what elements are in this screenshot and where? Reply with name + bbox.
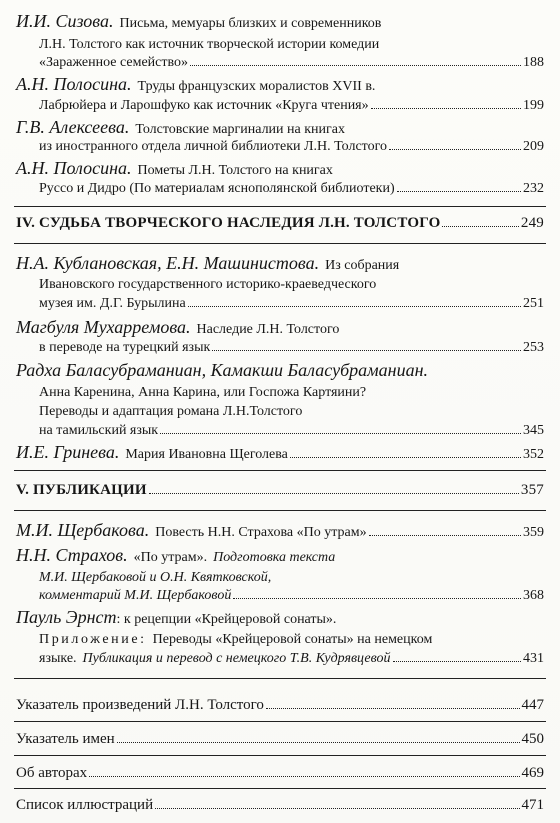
toc-entry-line (39, 277, 544, 293)
page-number: 450 (521, 731, 544, 747)
entry-note: М.И. Щербаковой и О.Н. Квятковской, (39, 570, 272, 585)
dot-leader (233, 598, 521, 599)
section-divider (14, 206, 546, 207)
toc-entry-line (39, 55, 544, 71)
toc-entry-line (39, 423, 544, 439)
page-number: 447 (521, 697, 544, 713)
toc-entry-line (16, 253, 544, 276)
index-title: Указатель произведений Л.Н. Толстого (16, 697, 264, 713)
toc-entry-line (39, 404, 544, 420)
dot-leader (393, 661, 521, 662)
entry-title: на тамильский язык (39, 423, 159, 438)
toc-entry-line (39, 181, 544, 197)
dot-leader (397, 191, 521, 192)
entry-author: А.Н. Полосина. (16, 74, 132, 94)
section-divider (14, 678, 546, 679)
entry-title: «Зараженное семейство» (39, 55, 189, 70)
dot-leader (117, 742, 520, 743)
index-entry (16, 765, 544, 781)
page-number: 368 (523, 588, 544, 603)
entry-title: Письма, мемуары близких и современников (119, 16, 382, 31)
entry-title: Наследие Л.Н. Толстого (196, 322, 340, 337)
dot-leader (442, 226, 518, 227)
entry-title: языке. (39, 651, 77, 666)
index-entry (16, 697, 544, 713)
page-number: 352 (523, 447, 544, 462)
entry-title: Руссо и Дидро (По материалам яснополянской библиотеки) (39, 181, 395, 196)
index-title: Указатель имен (16, 731, 115, 747)
page-number: 431 (523, 651, 544, 666)
section-heading (16, 215, 544, 231)
entry-author: Н.А. Кублановская, Е.Н. Машинистова. (16, 253, 320, 273)
toc-entry-line (16, 158, 544, 181)
page-number: 232 (523, 181, 544, 196)
toc-entry-line (39, 296, 544, 312)
entry-author: Пауль Эрнст (16, 607, 117, 627)
page-number: 357 (520, 482, 544, 498)
toc-entry-line (16, 11, 544, 34)
entry-title: Л.Н. Толстого как источник творческой истории комедии (39, 37, 380, 52)
dot-leader (369, 535, 521, 536)
dot-leader (160, 433, 521, 434)
page-number: 253 (523, 340, 544, 355)
toc-entry-line (16, 607, 544, 630)
section-divider (14, 788, 546, 789)
toc-entry-line (39, 340, 544, 356)
page-number: 251 (523, 296, 544, 311)
entry-note: Подготовка текста (213, 550, 336, 565)
toc-entry-line (39, 570, 544, 586)
page-number: 469 (521, 765, 544, 781)
section-divider (14, 243, 546, 244)
page-number: 188 (523, 55, 544, 70)
section-heading (16, 482, 544, 498)
page-number: 209 (523, 139, 544, 154)
section-title: V. ПУБЛИКАЦИИ (16, 482, 147, 498)
entry-author: И.И. Сизова. (16, 11, 114, 31)
dot-leader (188, 306, 521, 307)
entry-author: И.Е. Гринева. (16, 442, 120, 462)
index-title: Об авторах (16, 765, 88, 781)
page-number: 199 (523, 98, 544, 113)
dot-leader (149, 493, 519, 494)
appendix-label: Приложение: (39, 632, 147, 647)
dot-leader (155, 808, 519, 809)
toc-entry-line (16, 545, 544, 568)
dot-leader (212, 350, 521, 351)
section-divider (14, 510, 546, 511)
entry-title: Пометы Л.Н. Толстого на книгах (137, 163, 333, 178)
dot-leader (266, 708, 520, 709)
toc-entry-line (39, 37, 544, 53)
toc-entry-line (39, 588, 544, 604)
toc-entry-line (16, 74, 544, 97)
page-number: 359 (523, 525, 544, 540)
entry-title: Анна Каренина, Анна Карина, или Госпожа Картяини? (39, 385, 367, 400)
index-entry (16, 731, 544, 747)
entry-title: из иностранного отдела личной библиотеки Л.Н. Толстого (39, 139, 387, 154)
section-divider (14, 755, 546, 756)
entry-title: Ивановского государственного историко-краеведческого (39, 277, 377, 292)
toc-entry-line (16, 520, 544, 543)
entry-author: А.Н. Полосина. (16, 158, 132, 178)
section-divider (14, 721, 546, 722)
entry-author: Н.Н. Страхов. (16, 545, 128, 565)
entry-title: Толстовские маргиналии на книгах (135, 122, 345, 137)
entry-author: Радха Баласубраманиан, Камакши Баласубраманиан. (16, 360, 428, 380)
entry-title: «По утрам». (133, 550, 208, 565)
entry-note: комментарий М.И. Щербаковой (39, 588, 232, 603)
toc-entry-line (16, 317, 544, 340)
toc-entry-line (16, 117, 544, 140)
entry-title: Труды французских моралистов XVII в. (137, 79, 376, 94)
entry-title: музея им. Д.Г. Бурылина (39, 296, 186, 311)
toc-entry-line (39, 632, 544, 648)
toc-entry-line (39, 139, 544, 155)
entry-title: : к рецепции «Крейцеровой сонаты». (116, 612, 337, 627)
section-title: IV. СУДЬБА ТВОРЧЕСКОГО НАСЛЕДИЯ Л.Н. ТОЛСТОГО (16, 215, 441, 231)
entry-title: Лабрюйера и Ларошфуко как источник «Круга чтения» (39, 98, 369, 113)
index-entry (16, 797, 544, 813)
dot-leader (290, 457, 521, 458)
entry-title: Из собрания (325, 258, 400, 273)
toc-entry-line (39, 98, 544, 114)
dot-leader (89, 776, 519, 777)
entry-author: Магбуля Мухарремова. (16, 317, 191, 337)
dot-leader (190, 65, 521, 66)
entry-note: Публикация и перевод с немецкого Т.В. Кудрявцевой (82, 651, 391, 666)
section-divider (14, 470, 546, 471)
entry-author: Г.В. Алексеева. (16, 117, 130, 137)
toc-entry-line (39, 385, 544, 401)
page-number: 345 (523, 423, 544, 438)
dot-leader (371, 108, 521, 109)
page-number: 249 (520, 215, 544, 231)
entry-author: М.И. Щербакова. (16, 520, 150, 540)
entry-title: Переводы «Крейцеровой сонаты» на немецком (152, 632, 433, 647)
toc-entry-line (39, 651, 544, 667)
index-title: Список иллюстраций (16, 797, 154, 813)
entry-title: Переводы и адаптация романа Л.Н.Толстого (39, 404, 303, 419)
dot-leader (389, 149, 521, 150)
entry-title: Повесть Н.Н. Страхова «По утрам» (155, 525, 367, 540)
entry-title: в переводе на турецкий язык (39, 340, 211, 355)
entry-title: Мария Ивановна Щеголева (125, 447, 288, 462)
toc-entry-line (16, 360, 544, 380)
toc-entry-line (16, 442, 544, 465)
page-number: 471 (521, 797, 544, 813)
